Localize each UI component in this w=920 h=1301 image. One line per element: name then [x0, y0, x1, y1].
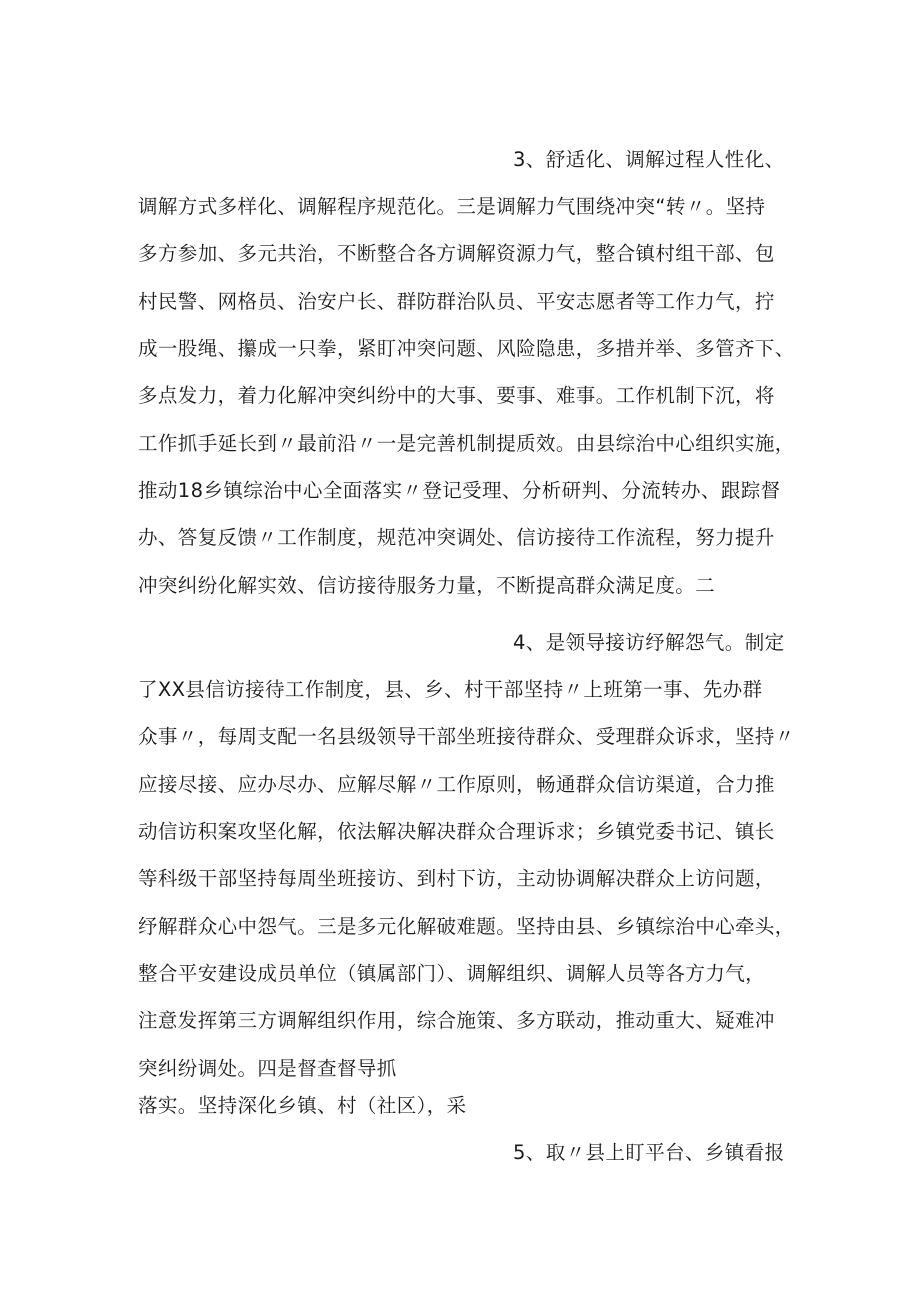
- paragraph-1-line-3: 多方参加、多元共治，不断整合各方调解资源力气，整合镇村组干部、包: [138, 242, 775, 265]
- paragraph-2-line-8: 整合平安建设成员单位（镇属部门）、调解组织、调解人员等各方力气，: [138, 962, 766, 985]
- paragraph-1-line-4: 村民警、网格员、治安户长、群防群治队员、平安志愿者等工作力气，拧: [138, 290, 775, 313]
- paragraph-2-line-11: 落实。坚持深化乡镇、村（社区），采: [138, 1094, 467, 1117]
- paragraph-2-line-6: 等科级干部坚持每周坐班接访、到村下访，主动协调解决群众上访问题，: [138, 867, 775, 890]
- paragraph-3-line-1: 5、取〃县上盯平台、乡镇看报: [513, 1141, 785, 1164]
- paragraph-2-line-5: 动信访积案攻坚化解，依法解决解决群众合理诉求；乡镇党委书记、镇长: [138, 820, 775, 843]
- paragraph-1-line-7: 工作抓手延长到〃最前沿〃一是完善机制提质效。由县综治中心组织实施，: [138, 432, 795, 455]
- paragraph-2-line-3: 众事〃，每周支配一名县级领导干部坐班接待群众、受理群众诉求，坚持〃: [138, 725, 795, 748]
- paragraph-1-line-6: 多点发力，着力化解冲突纠纷中的大事、要事、难事。工作机制下沉，将: [138, 384, 775, 407]
- paragraph-1-line-9: 办、答复反馈〃工作制度，规范冲突调处、信访接待工作流程，努力提升: [138, 526, 775, 549]
- paragraph-2-line-1: 4、是领导接访纾解怨气。制定: [513, 631, 785, 654]
- paragraph-2-line-2: 了XX县信访接待工作制度，县、乡、村干部坚持〃上班第一事、先办群: [138, 678, 763, 701]
- paragraph-2-line-7: 纾解群众心中怨气。三是多元化解破难题。坚持由县、乡镇综治中心牵头，: [138, 915, 795, 938]
- paragraph-1-line-10: 冲突纠纷化解实效、信访接待服务力量，不断提高群众满足度。二: [138, 574, 716, 597]
- paragraph-1-line-1: 3、舒适化、调解过程人性化、: [513, 148, 785, 171]
- paragraph-1-line-5: 成一股绳、攥成一只拳，紧盯冲突问题、风险隐患，多措并举、多管齐下、: [138, 337, 795, 360]
- paragraph-1-line-8: 推动18乡镇综治中心全面落实〃登记受理、分析研判、分流转办、跟踪督: [138, 479, 781, 502]
- paragraph-2-line-9: 注意发挥第三方调解组织作用，综合施策、多方联动，推动重大、疑难冲: [138, 1009, 775, 1032]
- paragraph-2-line-4: 应接尽接、应办尽办、应解尽解〃工作原则，畅通群众信访渠道，合力推: [138, 773, 775, 796]
- paragraph-1-line-2: 调解方式多样化、调解程序规范化。三是调解力气围绕冲突“转〃。坚持: [138, 195, 766, 218]
- paragraph-2-line-10: 突纠纷调处。四是督查督导抓: [138, 1057, 397, 1080]
